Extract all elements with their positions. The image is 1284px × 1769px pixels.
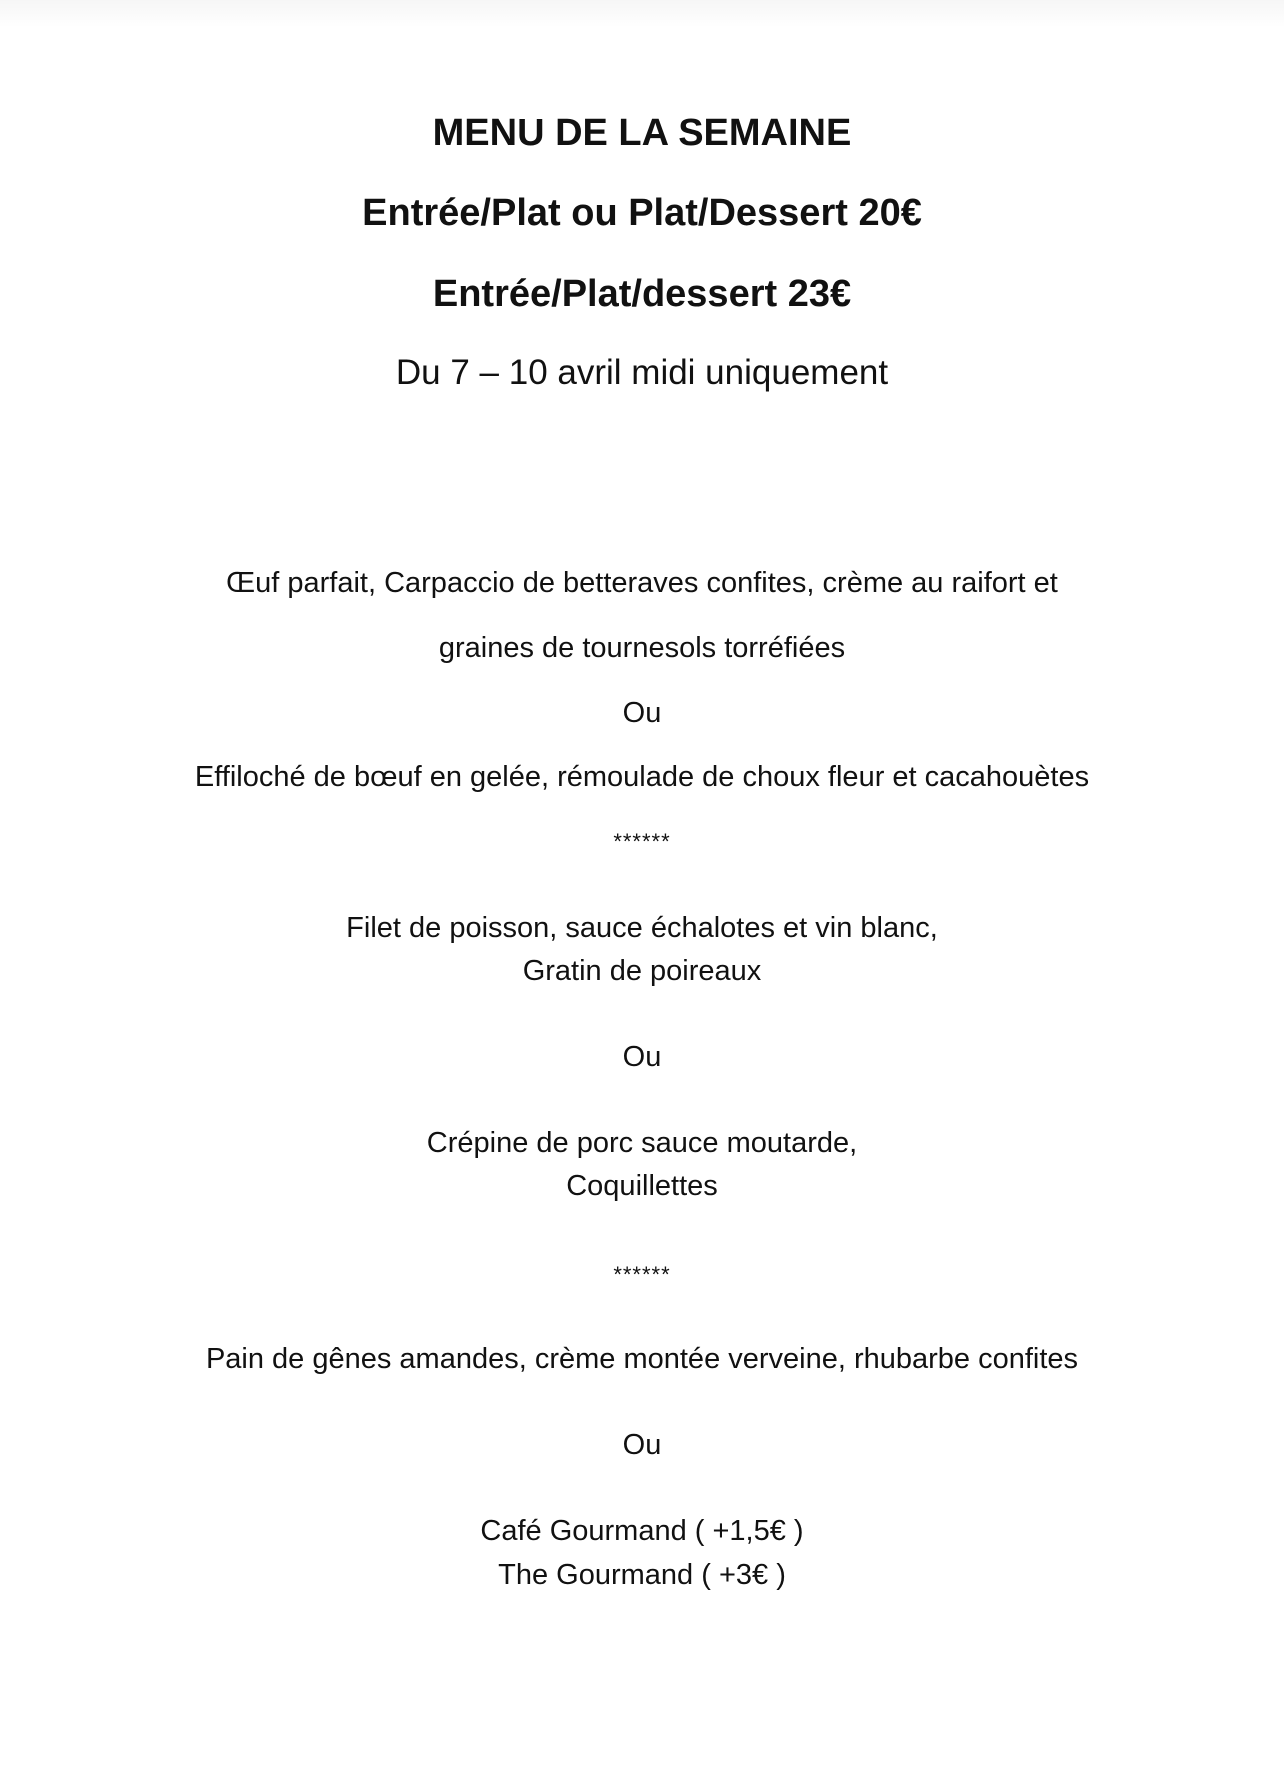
plat-or: Ou bbox=[622, 1041, 662, 1073]
entree-option-1-line-2: graines de tournesols torréfiées bbox=[438, 632, 846, 664]
dessert-option-1: Pain de gênes amandes, crème montée verveine, rhubarbe confites bbox=[205, 1343, 1079, 1375]
entree-option-2: Effiloché de bœuf en gelée, rémoulade de choux fleur et cacahouètes bbox=[194, 761, 1090, 793]
plat-option-2-line-1: Crépine de porc sauce moutarde, bbox=[426, 1127, 858, 1159]
plat-option-1-line-1: Filet de poisson, sauce échalotes et vin blanc, bbox=[346, 912, 938, 944]
separator-2: ****** bbox=[613, 1262, 671, 1287]
entree-option-1-line-1: Œuf parfait, Carpaccio de betteraves confites, crème au raifort et bbox=[226, 567, 1058, 599]
menu-dates: Du 7 – 10 avril midi uniquement bbox=[395, 353, 889, 392]
separator-1: ****** bbox=[613, 829, 671, 854]
dessert-or: Ou bbox=[622, 1429, 662, 1461]
dessert-option-2-line-1: Café Gourmand ( +1,5€ ) bbox=[480, 1515, 804, 1547]
formula-three-courses: Entrée/Plat/dessert 23€ bbox=[432, 273, 852, 315]
menu-title: MENU DE LA SEMAINE bbox=[432, 112, 852, 154]
plat-option-2-line-2: Coquillettes bbox=[566, 1170, 718, 1202]
top-edge-shadow bbox=[0, 0, 1284, 28]
plat-option-1-line-2: Gratin de poireaux bbox=[522, 955, 762, 987]
dessert-option-2-line-2: The Gourmand ( +3€ ) bbox=[498, 1559, 786, 1591]
entree-or: Ou bbox=[622, 697, 662, 729]
formula-two-courses: Entrée/Plat ou Plat/Dessert 20€ bbox=[362, 192, 922, 234]
